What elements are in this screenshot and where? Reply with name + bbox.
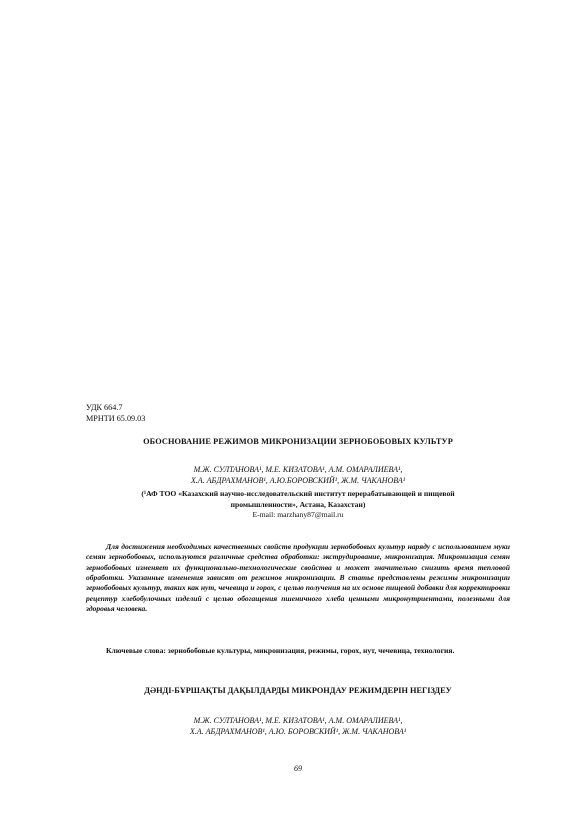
authors-kz-line-2: Х.А. АБДРАХМАНОВ¹, А.Ю. БОРОВСКИЙ¹, Ж.М. ЧАКАНОВА¹ — [189, 727, 407, 736]
authors-ru-line-2: Х.А. АБДРАХМАНОВ¹, А.Ю.БОРОВСКИЙ¹, Ж.М. ЧАКАНОВА¹ — [190, 476, 406, 485]
mrnti-code: МРНТИ 65.09.03 — [86, 413, 146, 423]
affiliation-line-1: (¹АФ ТОО «Казахский научно-исследовательский институт перерабатывающей и пищевой — [141, 489, 455, 498]
authors-kz-line-1: М.Ж. СУЛТАНОВА¹, М.Е. КИЗАТОВА¹, А.М. ОМАРАЛИЕВА¹, — [193, 716, 403, 725]
authors-kz — [86, 715, 510, 737]
paper-page — [86, 0, 510, 820]
contact-email: E-mail: marzhany87@mail.ru — [252, 510, 344, 519]
authors-ru-line-1: М.Ж. СУЛТАНОВА¹, М.Е. КИЗАТОВА¹, А.М. ОМАРАЛИЕВА¹, — [193, 465, 403, 474]
classification-codes — [86, 403, 145, 424]
authors-ru — [86, 464, 510, 486]
page-number: 69 — [294, 764, 302, 773]
article-title-kz: ДӘНДІ-БҰРШАҚТЫ ДАҚЫЛДАРДЫ МИКРОНДАУ РЕЖИМДЕРІН НЕГІЗДЕУ — [144, 686, 452, 695]
article-title-ru: ОБОСНОВАНИЕ РЕЖИМОВ МИКРОНИЗАЦИИ ЗЕРНОБОБОВЫХ КУЛЬТУР — [143, 437, 453, 446]
affiliation-line-2: промышленности», Астана, Казахстан) — [230, 499, 366, 509]
affiliation — [86, 489, 510, 521]
udk-code: УДК 664.7 — [86, 403, 123, 412]
abstract: Для достижения необходимых качественных свойств продукции зернобобовых культур наряду с использованием муки семян зернобобовых, используются различные средства обработки: экструдирование, микронизация. Микронизация семян зернобобовых изменяет их функционально-технологические свойства и может значительно снизить время тепловой обработки. Указанные изменения зависят от режимов микронизации. В статье представлены режимы микронизации зернобобовых культур, таких как нут, чечевица и горох, с целью получения на их основе пищевой добавки для корректировки рецептур хлебобулочных изделий с целью обогащения пшеничного хлеба ценными микронутриентами, полезными для здоровья человека. — [86, 542, 510, 614]
keywords: Ключевые слова: зернобобовые культуры, микронизация, режимы, горох, нут, чечевица, технология. — [106, 646, 455, 655]
